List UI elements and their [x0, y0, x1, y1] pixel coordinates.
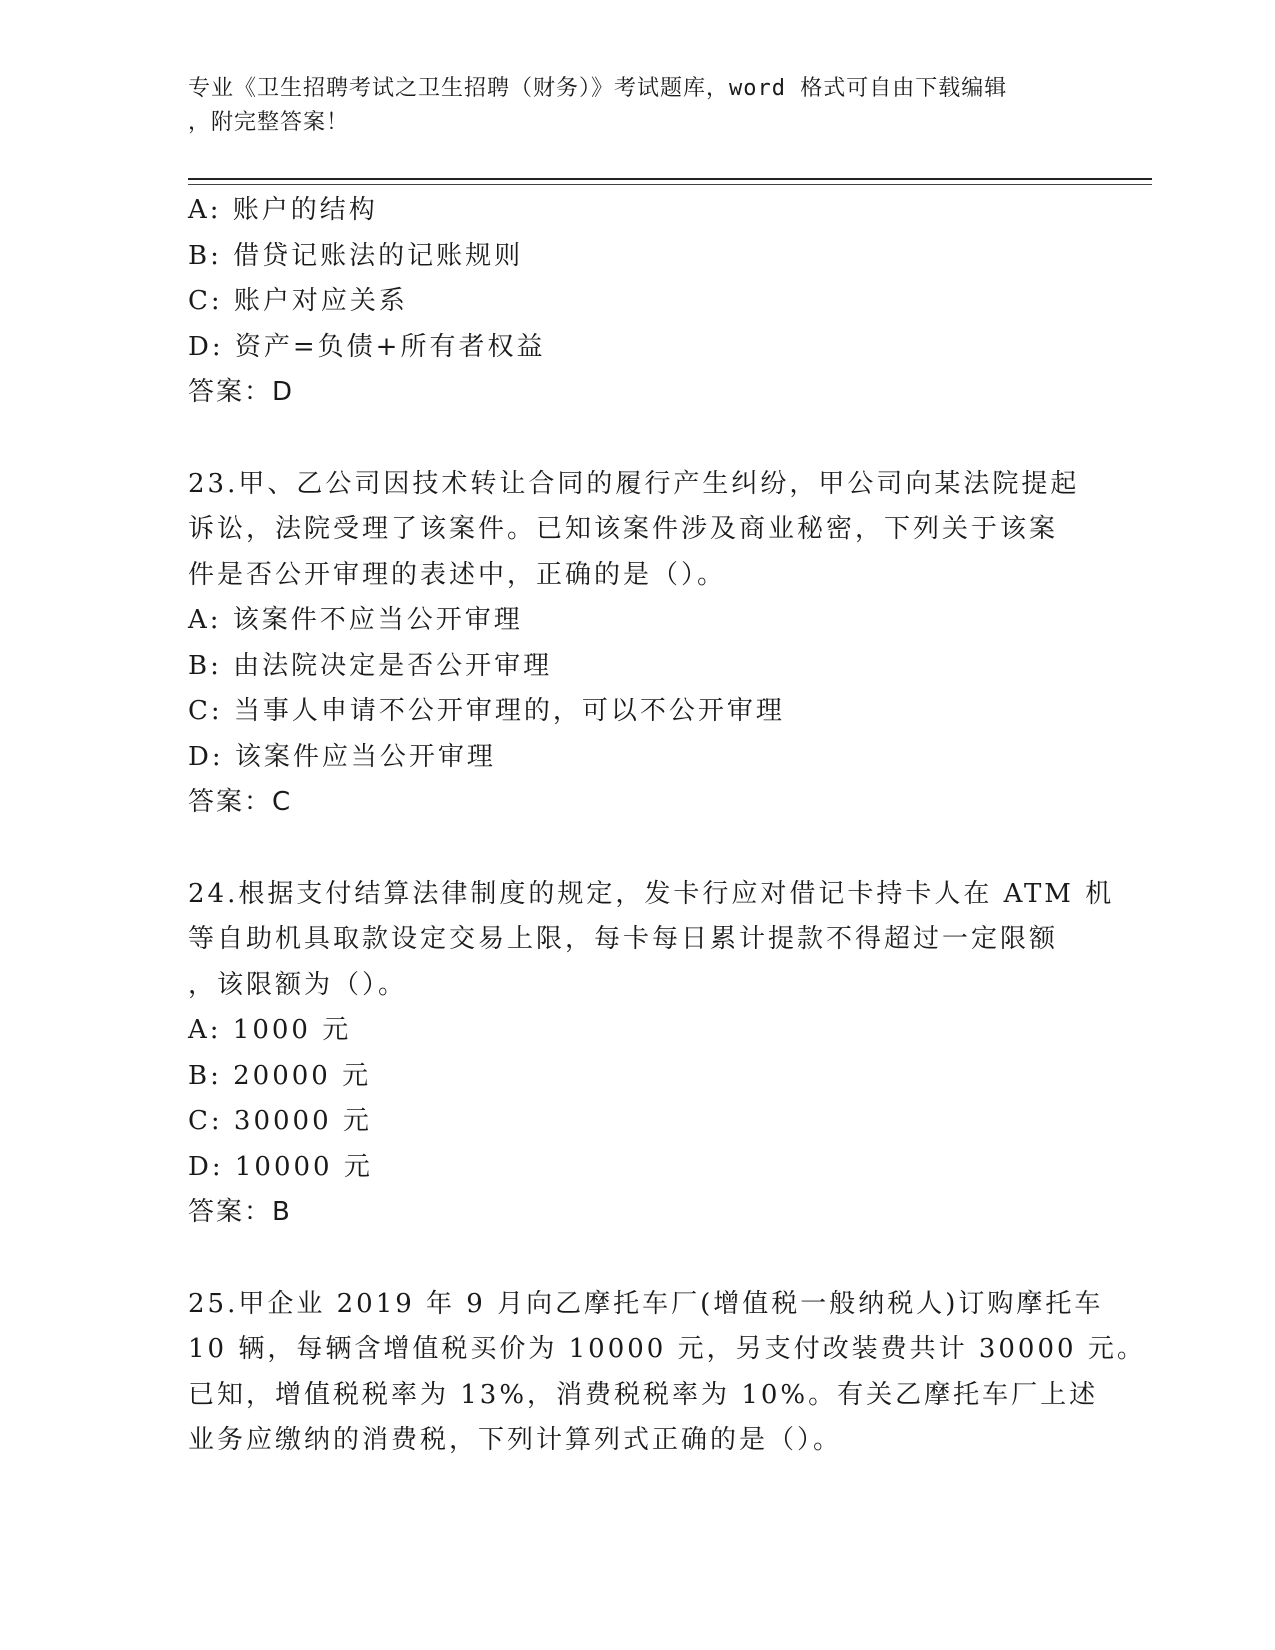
option-d: D: 10000 元 — [188, 1151, 373, 1182]
option-a: A: 该案件不应当公开审理 — [188, 605, 523, 635]
question-text-line: ，该限额为（）。 — [188, 969, 408, 1000]
answer-label: 答案： — [188, 787, 273, 817]
question-block-22 — [188, 188, 1088, 416]
answer-value: D — [272, 377, 295, 407]
header-rule-thick — [188, 178, 1152, 180]
question-text-line: 24.根据支付结算法律制度的规定，发卡行应对借记卡持卡人在 ATM 机 — [188, 878, 1115, 909]
header-line-2: ，附完整答案！ — [188, 110, 350, 135]
option-c: C: 当事人申请不公开审理的，可以不公开审理 — [188, 696, 785, 726]
question-text-line: 10 辆，每辆含增值税买价为 10000 元，另支付改装费共计 30000 元。 — [188, 1334, 1146, 1364]
option-b: B: 由法院决定是否公开审理 — [188, 650, 553, 681]
option-d: D: 该案件应当公开审理 — [188, 741, 496, 772]
question-text-line: 等自助机具取款设定交易上限，每卡每日累计提款不得超过一定限额 — [188, 924, 1059, 954]
question-text-line: 已知，增值税税率为 13%，消费税税率为 10%。有关乙摩托车厂上述 — [188, 1379, 1099, 1410]
option-c: C: 30000 元 — [188, 1106, 372, 1136]
answer-label: 答案： — [188, 377, 273, 407]
document-header — [188, 72, 1088, 140]
question-block-24 — [188, 872, 1115, 1236]
option-a: A: 账户的结构 — [188, 195, 378, 225]
question-text-line: 25.甲企业 2019 年 9 月向乙摩托车厂(增值税一般纳税人)订购摩托车 — [188, 1288, 1104, 1319]
question-text-line: 23.甲、乙公司因技术转让合同的履行产生纠纷，甲公司向某法院提起 — [188, 468, 1080, 499]
answer-line — [188, 780, 1088, 826]
header-line-1: 专业《卫生招聘考试之卫生招聘（财务）》考试题库，word 格式可自由下载编辑 — [188, 76, 1008, 101]
option-a: A: 1000 元 — [188, 1015, 352, 1045]
question-text-line: 件是否公开审理的表述中，正确的是（）。 — [188, 559, 727, 590]
option-b: B: 20000 元 — [188, 1060, 372, 1091]
answer-label: 答案： — [188, 1197, 273, 1227]
question-text-line: 业务应缴纳的消费税，下列计算列式正确的是（）。 — [188, 1425, 843, 1455]
option-b: B: 借贷记账法的记账规则 — [188, 240, 524, 271]
answer-value: C — [272, 787, 293, 817]
question-block-25 — [188, 1282, 1146, 1464]
option-d: D: 资产=负债+所有者权益 — [188, 331, 546, 362]
option-c: C: 账户对应关系 — [188, 286, 408, 316]
answer-line — [188, 370, 1088, 416]
answer-line — [188, 1190, 1088, 1236]
question-text-line: 诉讼，法院受理了该案件。已知该案件涉及商业秘密，下列关于该案 — [188, 514, 1059, 544]
question-block-23 — [188, 462, 1088, 826]
question-list — [188, 188, 1146, 1464]
header-rule-thin — [188, 184, 1152, 185]
answer-value: B — [272, 1197, 292, 1227]
